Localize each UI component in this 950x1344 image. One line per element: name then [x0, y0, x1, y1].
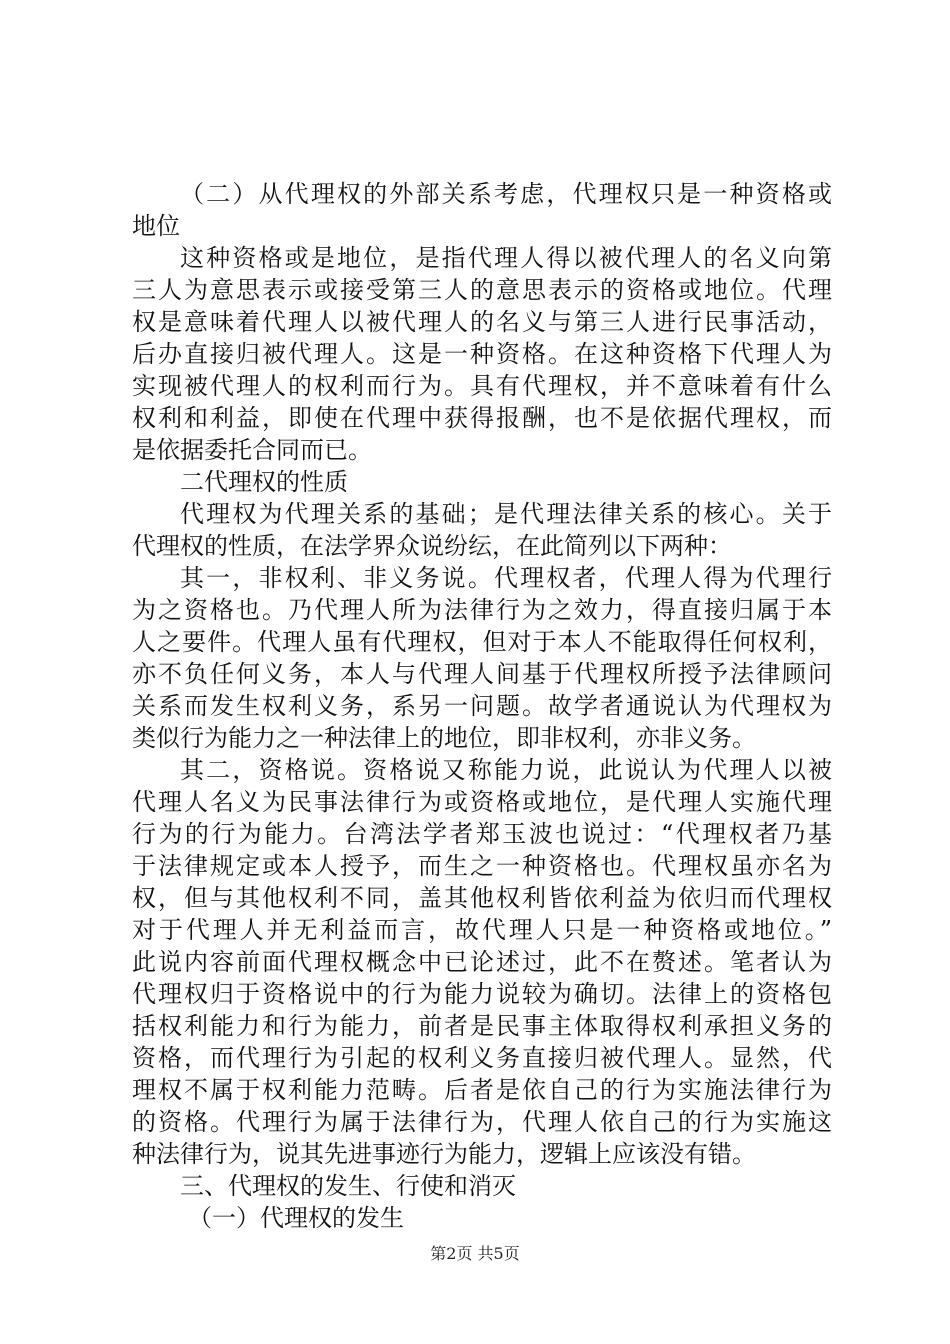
- text-line: 此说内容前面代理权概念中已论述过，此不在赘述。笔者认为: [132, 948, 832, 976]
- text-line: 理权不属于权利能力范畴。后者是依自己的行为实施法律行为: [132, 1076, 832, 1104]
- text-line: 亦不负任何义务，本人与代理人间基于代理权所授予法律顾问: [132, 660, 832, 688]
- text-line: 人之要件。代理人虽有代理权，但对于本人不能取得任何权利，: [132, 628, 832, 656]
- text-line: 权，但与其他权利不同，盖其他权利皆依利益为依归而代理权: [132, 884, 832, 912]
- text-line: 代理权为代理关系的基础；是代理法律关系的核心。关于: [180, 500, 832, 528]
- text-line: （二）从代理权的外部关系考虑，代理权只是一种资格或: [180, 180, 832, 208]
- text-line: 这种资格或是地位，是指代理人得以被代理人的名义向第: [180, 244, 832, 272]
- text-line: 资格，而代理行为引起的权利义务直接归被代理人。显然，代: [132, 1044, 832, 1072]
- text-line: 权是意味着代理人以被代理人的名义与第三人进行民事活动，: [132, 308, 832, 336]
- text-line: 后办直接归被代理人。这是一种资格。在这种资格下代理人为: [132, 340, 832, 368]
- text-line: 为之资格也。乃代理人所为法律行为之效力，得直接归属于本: [132, 596, 832, 624]
- text-line: 三、代理权的发生、行使和消灭: [180, 1172, 516, 1200]
- text-line: 对于代理人并无利益而言，故代理人只是一种资格或地位。”: [132, 916, 832, 944]
- text-line: 括权利能力和行为能力，前者是民事主体取得权利承担义务的: [132, 1012, 832, 1040]
- text-line: 关系而发生权利义务，系另一问题。故学者通说认为代理权为: [132, 692, 832, 720]
- text-line: 权利和利益，即使在代理中获得报酬，也不是依据代理权，而: [132, 404, 832, 432]
- text-line: 其一，非权利、非义务说。代理权者，代理人得为代理行: [180, 564, 832, 592]
- text-line: 其二，资格说。资格说又称能力说，此说认为代理人以被: [180, 756, 832, 784]
- text-line: 是依据委托合同而已。: [132, 436, 372, 464]
- text-line: 代理人名义为民事法律行为或资格或地位，是代理人实施代理: [132, 788, 832, 816]
- text-line: 代理权的性质，在法学界众说纷纭，在此简列以下两种：: [132, 532, 732, 560]
- text-line: 于法律规定或本人授予，而生之一种资格也。代理权虽亦名为: [132, 852, 832, 880]
- page-footer: 第2页 共5页: [430, 1244, 520, 1263]
- text-line: 实现被代理人的权利而行为。具有代理权，并不意味着有什么: [132, 372, 832, 400]
- text-line: 地位: [132, 212, 180, 240]
- text-line: 的资格。代理行为属于法律行为，代理人依自己的行为实施这: [132, 1108, 832, 1136]
- document-body: [132, 178, 832, 1234]
- text-line: 类似行为能力之一种法律上的地位，即非权利，亦非义务。: [132, 724, 756, 752]
- text-line: 二代理权的性质: [180, 468, 348, 496]
- text-line: 代理权归于资格说中的行为能力说较为确切。法律上的资格包: [132, 980, 832, 1008]
- text-line: 行为的行为能力。台湾法学者郑玉波也说过：“代理权者乃基: [132, 820, 832, 848]
- text-line: 三人为意思表示或接受第三人的意思表示的资格或地位。代理: [132, 276, 832, 304]
- text-line: 种法律行为，说其先进事迹行为能力，逻辑上应该没有错。: [132, 1140, 756, 1168]
- text-line: （一）代理权的发生: [188, 1204, 404, 1232]
